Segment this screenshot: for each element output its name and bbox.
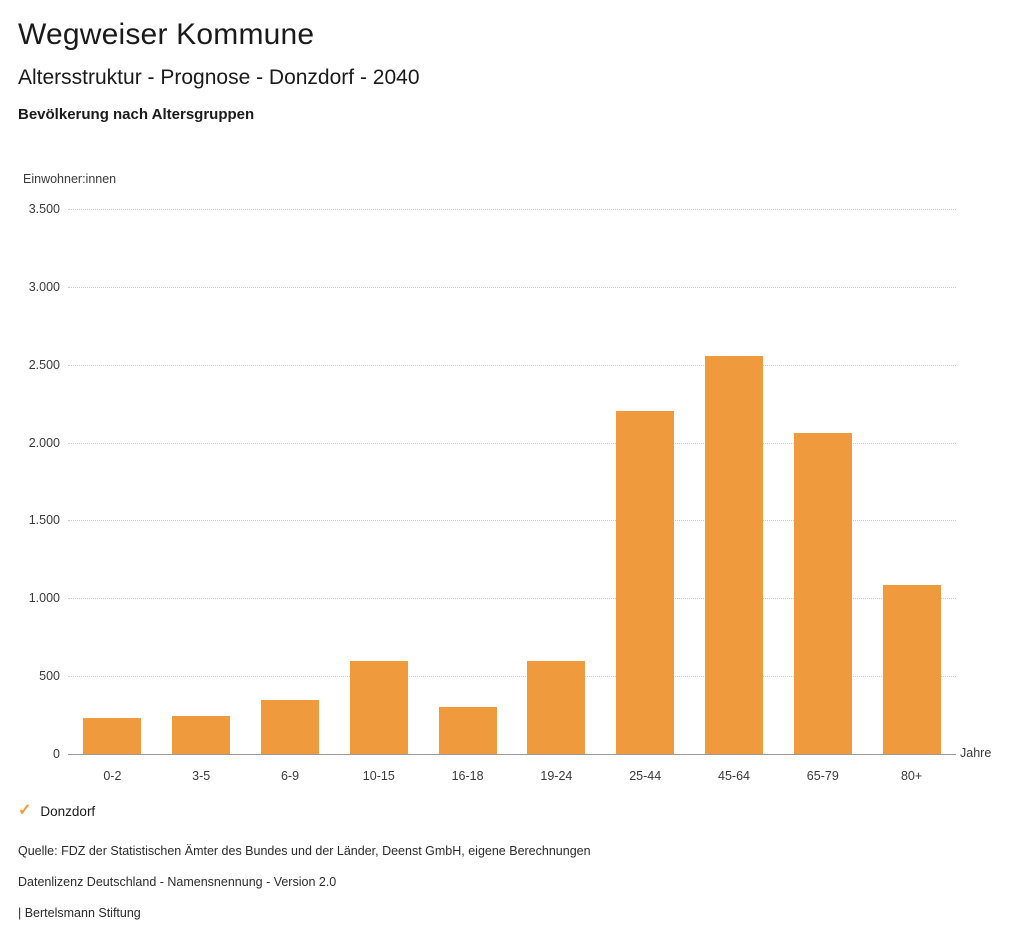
- page-title: Wegweiser Kommune: [18, 18, 315, 51]
- bar-slot: [512, 209, 601, 754]
- x-axis-title: Jahre: [960, 746, 992, 760]
- bar[interactable]: [794, 433, 852, 754]
- bar-slot: [867, 209, 956, 754]
- x-tick-label: 16-18: [451, 769, 484, 783]
- bar[interactable]: [883, 585, 941, 754]
- bar-slot: [334, 209, 423, 754]
- bar-slot: [157, 209, 246, 754]
- plot-area: [28, 202, 956, 783]
- bar-slot: [601, 209, 690, 754]
- bar-slot: [778, 209, 867, 754]
- x-axis-line: [68, 754, 956, 755]
- y-axis-title: Einwohner:innen: [23, 172, 117, 186]
- x-tick-label: 45-64: [718, 769, 750, 783]
- x-tick-label: 19-24: [540, 769, 573, 783]
- bar-series-donzdorf: [68, 209, 956, 754]
- bar[interactable]: [439, 707, 497, 754]
- x-tick-label: 65-79: [806, 769, 839, 783]
- legend-item-label: Donzdorf: [40, 803, 96, 819]
- y-tick-label: 500: [39, 669, 60, 684]
- y-tick-label: 3.000: [28, 279, 60, 294]
- x-tick-label: 10-15: [362, 769, 395, 783]
- bar-slot: [423, 209, 512, 754]
- y-tick-label: 3.500: [28, 202, 60, 216]
- bar[interactable]: [261, 700, 319, 754]
- x-tick-label: 25-44: [629, 769, 662, 783]
- x-tick-label: 6-9: [280, 769, 300, 783]
- y-tick-label: 2.500: [28, 357, 60, 372]
- bar[interactable]: [172, 716, 230, 754]
- bar-slot: [68, 209, 157, 754]
- y-tick-label: 1.500: [28, 513, 60, 528]
- check-icon: ✓: [18, 802, 32, 819]
- x-tick-label: 0-2: [103, 769, 122, 783]
- chart-legend[interactable]: [18, 803, 95, 819]
- bar-slot: [690, 209, 779, 754]
- x-tick-label: 80+: [900, 769, 923, 783]
- x-tick-label: 3-5: [192, 769, 211, 783]
- chart-section-title: Bevölkerung nach Altersgruppen: [18, 106, 255, 123]
- chart-subtitle: Altersstruktur - Prognose - Donzdorf - 2040: [18, 66, 420, 89]
- y-tick-label: 1.000: [28, 591, 60, 606]
- y-tick-label: 2.000: [28, 435, 60, 450]
- footnote-license: Datenlizenz Deutschland - Namensnennung - Version 2.0: [18, 875, 337, 889]
- bar[interactable]: [350, 661, 408, 754]
- bar[interactable]: [527, 661, 585, 754]
- bar-slot: [246, 209, 335, 754]
- bar[interactable]: [616, 411, 674, 754]
- footnote-source: Quelle: FDZ der Statistischen Ämter des Bundes und der Länder, Deenst GmbH, eigene Berechnungen: [18, 844, 591, 858]
- footnote-publisher: | Bertelsmann Stiftung: [18, 906, 141, 920]
- bar[interactable]: [705, 356, 763, 754]
- bar[interactable]: [83, 718, 141, 754]
- y-tick-label: 0: [53, 747, 60, 761]
